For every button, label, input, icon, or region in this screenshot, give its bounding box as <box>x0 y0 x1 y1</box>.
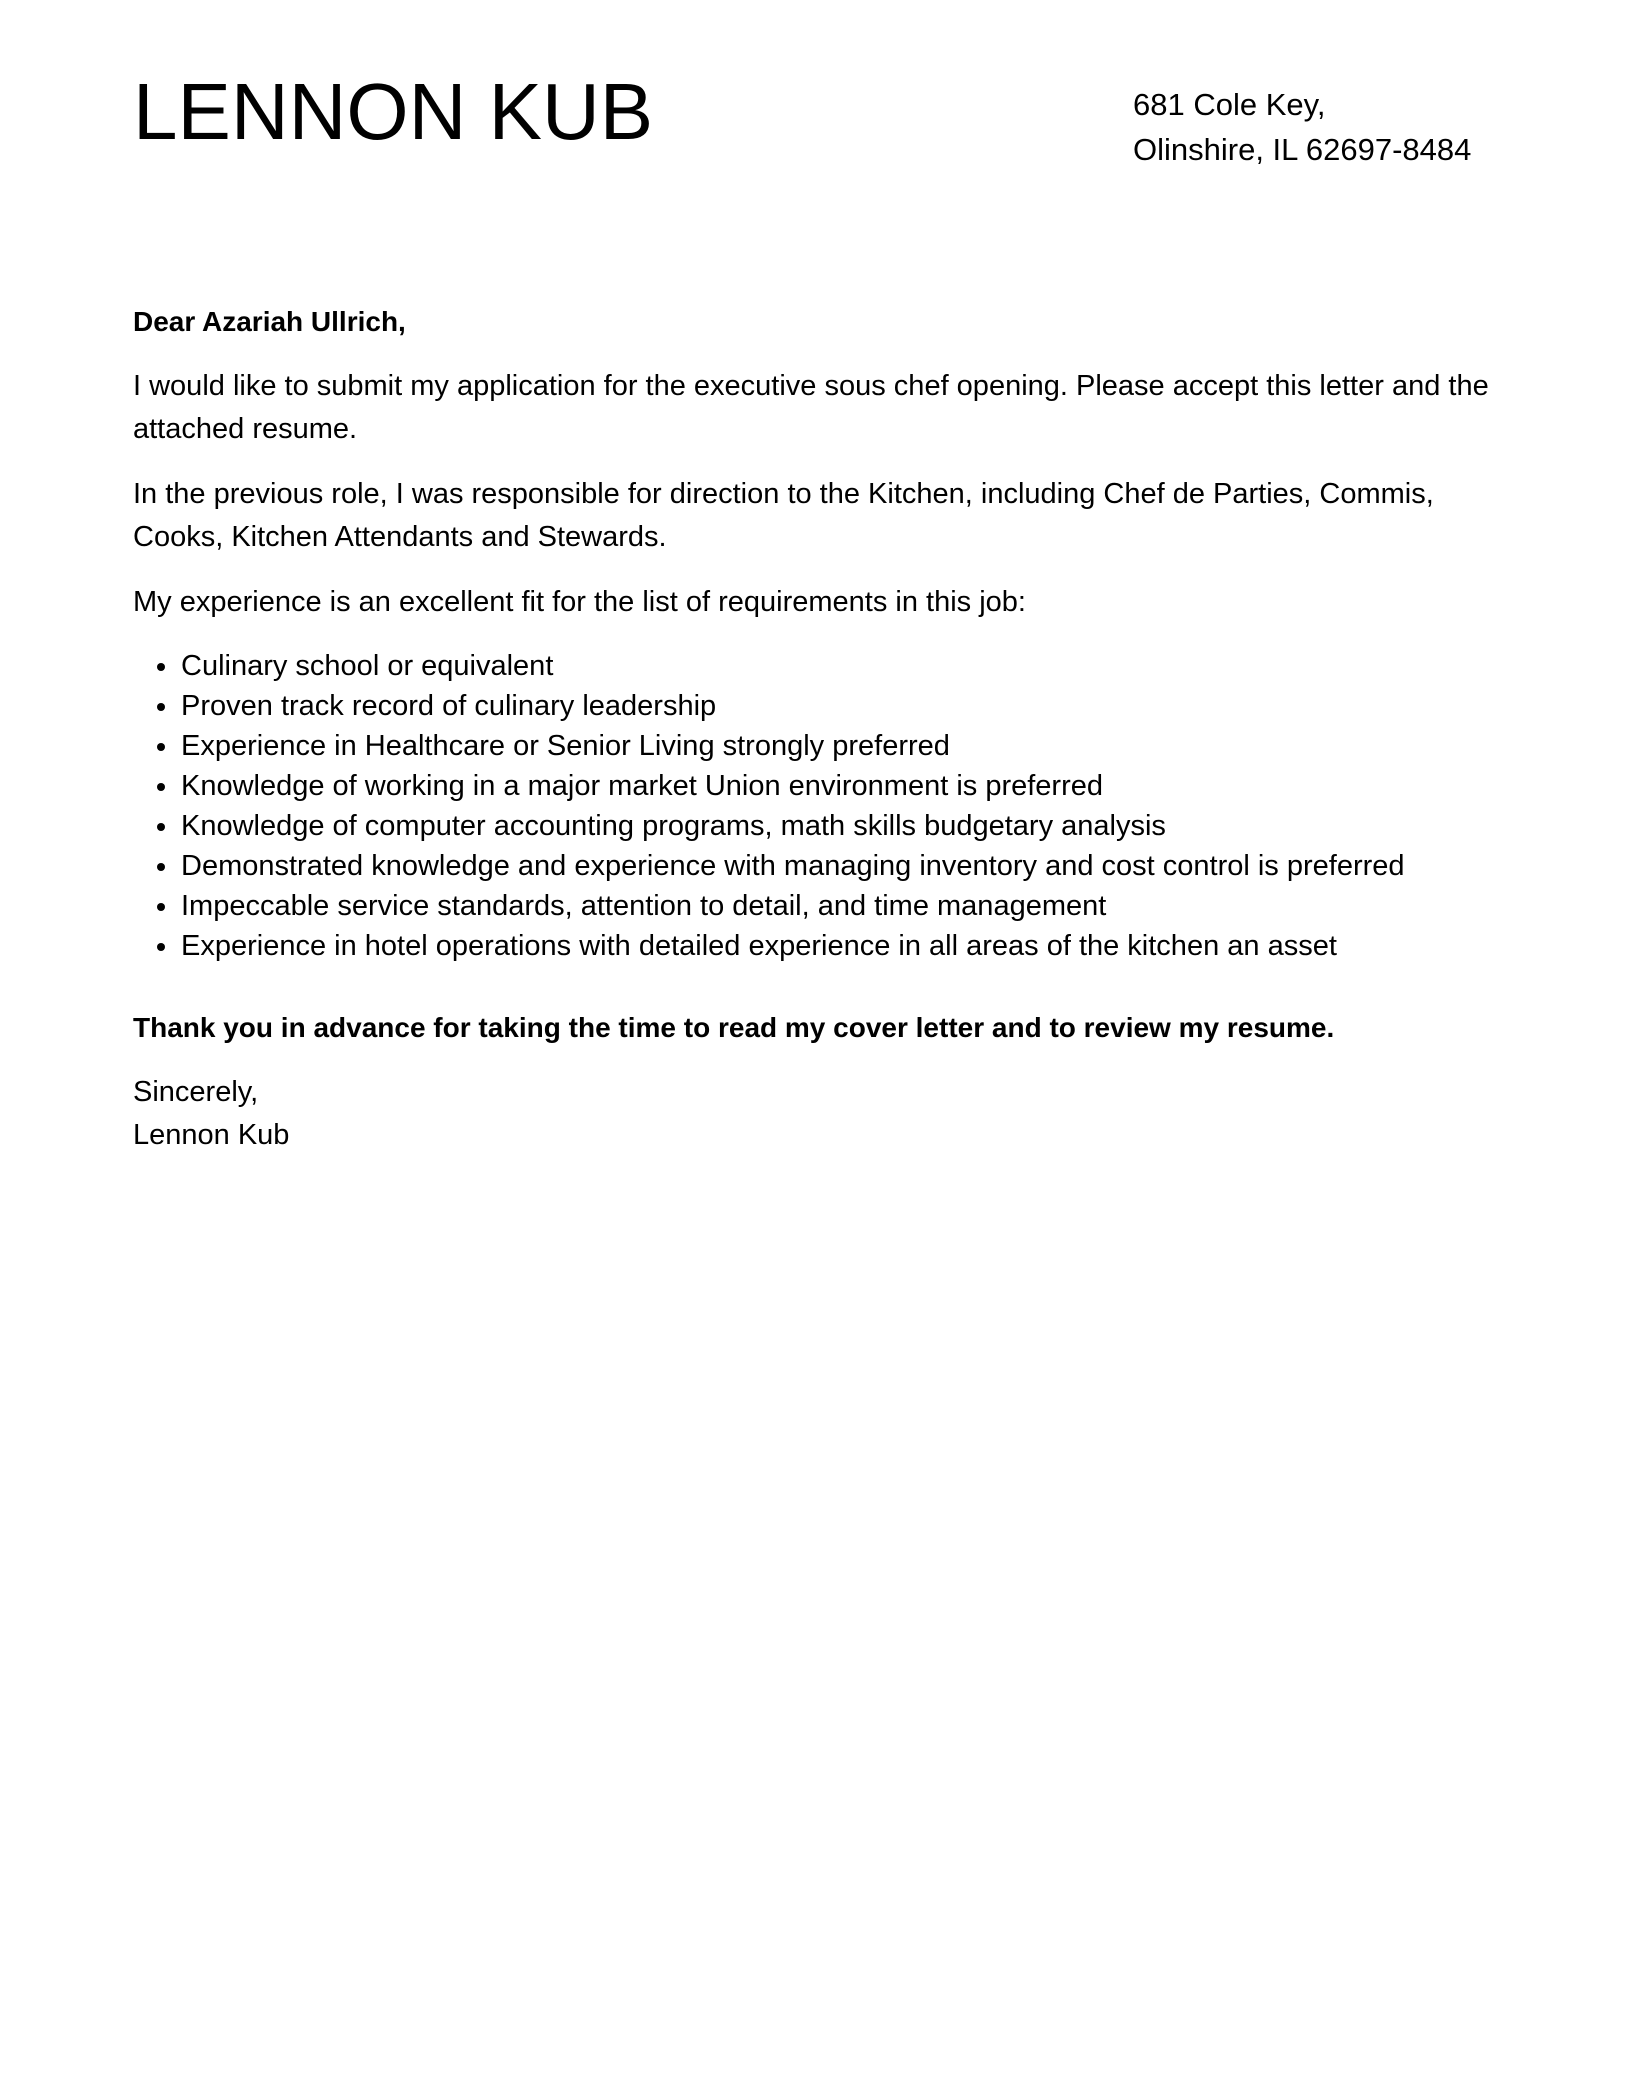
list-item: Knowledge of computer accounting programs, math skills budgetary analysis <box>181 806 1503 846</box>
signoff: Sincerely, <box>133 1076 259 1108</box>
list-item: Proven track record of culinary leadership <box>181 686 1503 726</box>
paragraph-requirements-lead: My experience is an excellent fit for the list of requirements in this job: <box>133 586 1026 618</box>
signoff-block <box>133 1071 1503 1157</box>
list-item: Experience in Healthcare or Senior Living strongly preferred <box>181 726 1503 766</box>
applicant-name: LENNON KUB <box>133 67 654 156</box>
paragraph-experience: In the previous role, I was responsible for direction to the Kitchen, including Chef de Parties, Commis, Cooks, Kitchen Attendants and Stewards. <box>133 478 1434 553</box>
list-item: Impeccable service standards, attention to detail, and time management <box>181 886 1503 926</box>
address-line-2: Olinshire, IL 62697-8484 <box>1133 132 1472 167</box>
applicant-address <box>1133 82 1471 172</box>
signature: Lennon Kub <box>133 1119 290 1151</box>
paragraph-intro: I would like to submit my application for the executive sous chef opening. Please accept this letter and the attached resume. <box>133 370 1489 445</box>
list-item: Culinary school or equivalent <box>181 646 1503 686</box>
list-item: Knowledge of working in a major market Union environment is preferred <box>181 766 1503 806</box>
letter-body <box>133 300 1503 1157</box>
list-item: Experience in hotel operations with detailed experience in all areas of the kitchen an asset <box>181 926 1503 966</box>
list-item: Demonstrated knowledge and experience with managing inventory and cost control is preferred <box>181 846 1503 886</box>
requirements-list <box>133 646 1503 966</box>
address-line-1: 681 Cole Key, <box>1133 87 1326 122</box>
closing-statement: Thank you in advance for taking the time to read my cover letter and to review my resume. <box>133 1012 1335 1043</box>
salutation: Dear Azariah Ullrich, <box>133 306 406 337</box>
